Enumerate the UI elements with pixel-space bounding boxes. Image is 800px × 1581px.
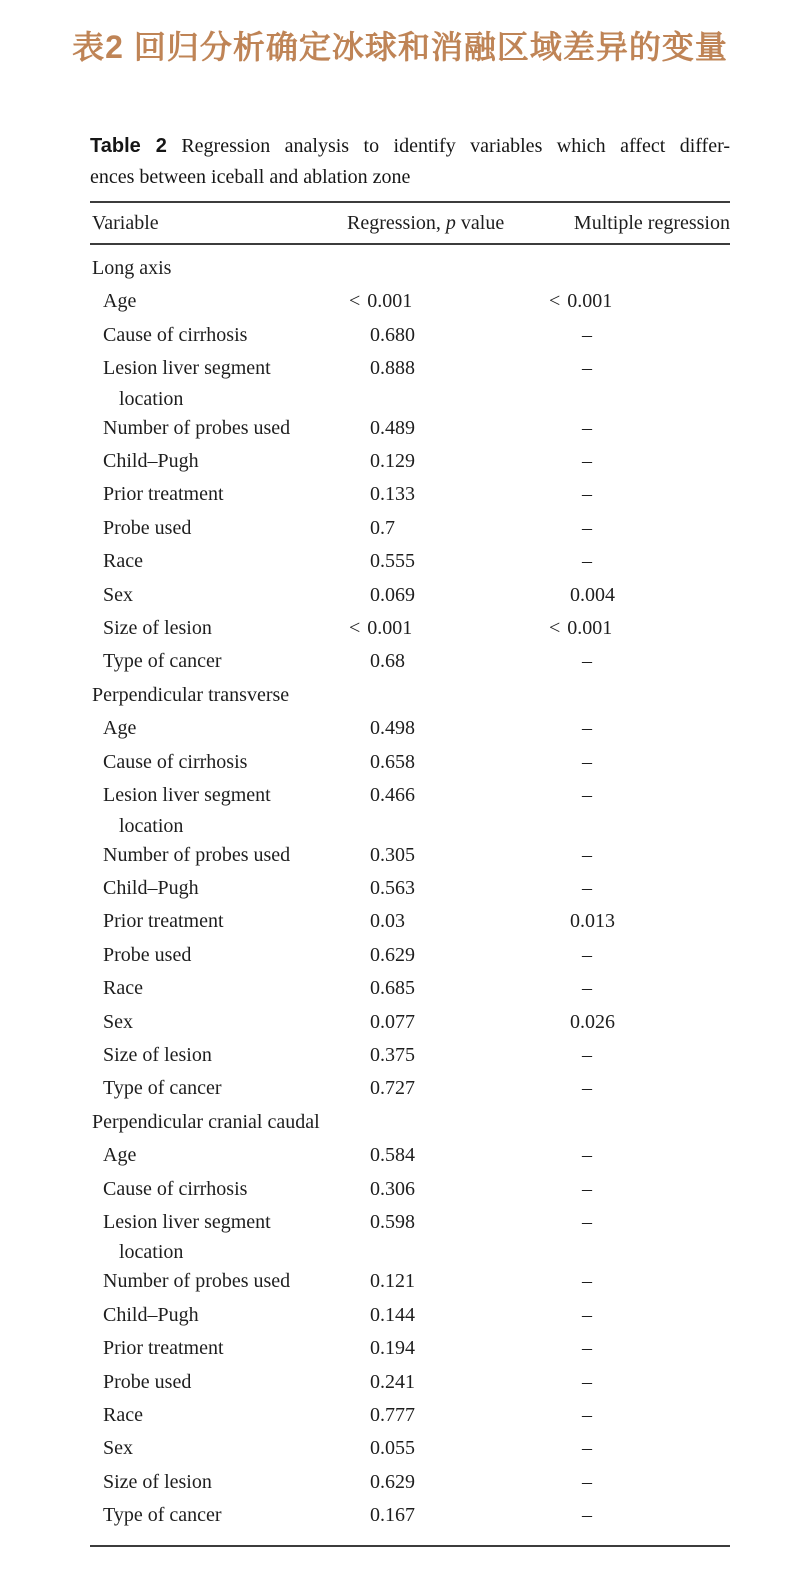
no-value-dash: –: [582, 876, 592, 899]
regression-p-value: 0.121: [370, 1270, 415, 1293]
regression-p-value: 0.055: [370, 1437, 415, 1460]
multiple-regression-value: 0.004: [570, 583, 615, 606]
no-value-dash: –: [582, 1043, 592, 1066]
no-value-dash: –: [582, 1404, 592, 1426]
less-than-sign: <: [349, 617, 361, 640]
table-row: [90, 1265, 730, 1298]
regression-p-value: 0.129: [370, 450, 415, 473]
variable-label: Type of cancer: [103, 1504, 222, 1527]
no-value-dash: –: [582, 1144, 592, 1167]
less-than-sign: <: [549, 617, 561, 640]
regression-p-value: 0.727: [370, 1077, 415, 1100]
table-row: [90, 1432, 730, 1465]
multiple-regression-value: < 0.001: [549, 617, 613, 640]
column-header-regression-p-value: Regression, p value: [347, 212, 505, 234]
table-row: [90, 746, 730, 779]
variable-label: Lesion liver segment location: [103, 784, 271, 837]
caption-line-1: [90, 131, 730, 162]
table-row: [90, 645, 730, 678]
table-row: [90, 1173, 730, 1206]
variable-label: Age: [103, 290, 137, 313]
caption-text-line-1: Regression analysis to identify variables which affect differ-: [181, 135, 731, 157]
no-value-dash: –: [582, 784, 592, 807]
regression-p-value: 0.555: [370, 550, 415, 573]
table-row: [90, 612, 730, 645]
variable-label: Age: [103, 1144, 137, 1167]
table-row: [90, 939, 730, 972]
regression-p-value: 0.685: [370, 977, 415, 1000]
table-row: [90, 1399, 730, 1432]
caption-text-line-2: ences between iceball and ablation zone: [90, 166, 411, 188]
table-number-label: Table 2: [90, 135, 167, 157]
table-caption: [90, 131, 730, 193]
regression-p-value: 0.7: [370, 516, 395, 539]
no-value-dash: –: [582, 1370, 592, 1393]
regression-p-value: < 0.001: [349, 290, 413, 313]
variable-label: Prior treatment: [103, 483, 224, 506]
table-row: [90, 1299, 730, 1332]
variable-label: Cause of cirrhosis: [103, 323, 248, 346]
section-header-row: [90, 679, 730, 712]
table-row: [90, 905, 730, 938]
regression-p-value: 0.489: [370, 416, 415, 439]
regression-p-value: 0.68: [370, 650, 405, 673]
variable-label: Probe used: [103, 943, 192, 966]
no-value-dash: –: [582, 1470, 592, 1493]
variable-label: Prior treatment: [103, 1337, 224, 1360]
regression-p-value: 0.584: [370, 1144, 415, 1167]
no-value-dash: –: [582, 1270, 592, 1293]
table-row: [90, 412, 730, 445]
variable-label: Number of probes used: [103, 416, 291, 439]
table-row: [90, 972, 730, 1005]
table-row: [90, 1039, 730, 1072]
no-value-dash: –: [582, 1337, 592, 1360]
table-row: [90, 1072, 730, 1105]
less-than-sign: <: [349, 290, 361, 313]
regression-p-value: 0.466: [370, 784, 415, 807]
variable-label: Probe used: [103, 516, 192, 539]
regression-p-value: 0.598: [370, 1210, 415, 1233]
variable-label: Child–Pugh: [103, 876, 199, 899]
variable-label: Number of probes used: [103, 1270, 291, 1293]
variable-label: Type of cancer: [103, 650, 222, 673]
table-row: [90, 1466, 730, 1499]
table-row: [90, 285, 730, 318]
variable-label: Type of cancer: [103, 1077, 222, 1100]
multiple-regression-value: 0.013: [570, 910, 615, 933]
table-row: [90, 1366, 730, 1399]
regression-p-value: 0.563: [370, 876, 415, 899]
variable-label: Lesion liver segment location: [103, 1210, 271, 1264]
variable-label: Size of lesion: [103, 1043, 212, 1066]
variable-label: Sex: [103, 583, 133, 606]
table-row: [90, 872, 730, 905]
less-than-sign: <: [549, 290, 561, 313]
regression-p-value: 0.680: [370, 323, 415, 346]
section-header-label: Long axis: [92, 257, 172, 279]
column-header-multiple-regression: Multiple regression: [573, 212, 730, 234]
table-row: [90, 1139, 730, 1172]
multiple-regression-value: 0.026: [570, 1010, 615, 1033]
table-row: [90, 779, 730, 838]
variable-label: Child–Pugh: [103, 450, 199, 473]
regression-p-value: 0.077: [370, 1010, 415, 1033]
table-row: [90, 1499, 730, 1532]
no-value-dash: –: [582, 750, 592, 773]
no-value-dash: –: [582, 357, 592, 380]
variable-label: Race: [103, 1404, 143, 1426]
table-row: [90, 839, 730, 872]
table-figure: [90, 131, 730, 1547]
table-bottom-rule: [90, 1545, 730, 1547]
variable-label: Age: [103, 717, 137, 740]
variable-label: Prior treatment: [103, 910, 224, 933]
variable-label: Sex: [103, 1010, 133, 1033]
section-header-row: [90, 252, 730, 285]
table-row: [90, 445, 730, 478]
regression-p-value: 0.03: [370, 910, 405, 933]
no-value-dash: –: [582, 1177, 592, 1200]
regression-p-value: 0.777: [370, 1404, 415, 1426]
no-value-dash: –: [582, 717, 592, 740]
regression-p-value: 0.375: [370, 1043, 415, 1066]
regression-p-value: 0.629: [370, 1470, 415, 1493]
regression-p-value: 0.498: [370, 717, 415, 740]
column-header-variable: Variable: [92, 212, 159, 234]
no-value-dash: –: [582, 1303, 592, 1326]
regression-p-value: 0.306: [370, 1177, 415, 1200]
variable-label: Cause of cirrhosis: [103, 1177, 248, 1200]
no-value-dash: –: [582, 843, 592, 866]
no-value-dash: –: [582, 1504, 592, 1527]
variable-label: Sex: [103, 1437, 133, 1460]
no-value-dash: –: [582, 550, 592, 573]
regression-p-value: 0.658: [370, 750, 415, 773]
no-value-dash: –: [582, 516, 592, 539]
table-row: [90, 1206, 730, 1265]
table-row: [90, 712, 730, 745]
variable-label: Race: [103, 550, 143, 573]
no-value-dash: –: [582, 323, 592, 346]
section-header-label: Perpendicular cranial caudal: [92, 1110, 320, 1133]
section-header-label: Perpendicular transverse: [92, 683, 290, 706]
table-row: [90, 1332, 730, 1365]
multiple-regression-value: < 0.001: [549, 290, 613, 313]
no-value-dash: –: [582, 483, 592, 506]
variable-label: Size of lesion: [103, 617, 212, 640]
regression-p-value: 0.888: [370, 357, 415, 380]
variable-label: Race: [103, 977, 143, 1000]
no-value-dash: –: [582, 1437, 592, 1460]
variable-label: Lesion liver segment location: [103, 357, 271, 410]
regression-p-value: 0.167: [370, 1504, 415, 1527]
table-row: [90, 579, 730, 612]
variable-label: Child–Pugh: [103, 1303, 199, 1326]
variable-label: Cause of cirrhosis: [103, 750, 248, 773]
table-row: [90, 319, 730, 352]
no-value-dash: –: [582, 416, 592, 439]
regression-p-value: 0.194: [370, 1337, 415, 1360]
table-row: [90, 512, 730, 545]
regression-p-value: 0.133: [370, 483, 415, 506]
no-value-dash: –: [582, 1210, 592, 1233]
table-row: [90, 478, 730, 511]
no-value-dash: –: [582, 450, 592, 473]
no-value-dash: –: [582, 943, 592, 966]
regression-p-value: 0.069: [370, 583, 415, 606]
chinese-table-title: 表2 回归分析确定冰球和消融区域差异的变量: [72, 29, 728, 65]
table-row: [90, 545, 730, 578]
variable-label: Size of lesion: [103, 1470, 212, 1493]
regression-p-value: 0.305: [370, 843, 415, 866]
section-header-row: [90, 1106, 730, 1139]
regression-p-value: 0.144: [370, 1303, 415, 1326]
regression-p-value: 0.241: [370, 1370, 415, 1393]
no-value-dash: –: [582, 977, 592, 1000]
variable-label: Probe used: [103, 1370, 192, 1393]
table-body: [90, 245, 730, 1545]
table-header-row: [90, 203, 730, 243]
no-value-dash: –: [582, 1077, 592, 1100]
regression-p-value: < 0.001: [349, 617, 413, 640]
regression-p-value: 0.629: [370, 943, 415, 966]
variable-label: Number of probes used: [103, 843, 291, 866]
no-value-dash: –: [582, 650, 592, 673]
table-row: [90, 352, 730, 411]
table-row: [90, 1006, 730, 1039]
